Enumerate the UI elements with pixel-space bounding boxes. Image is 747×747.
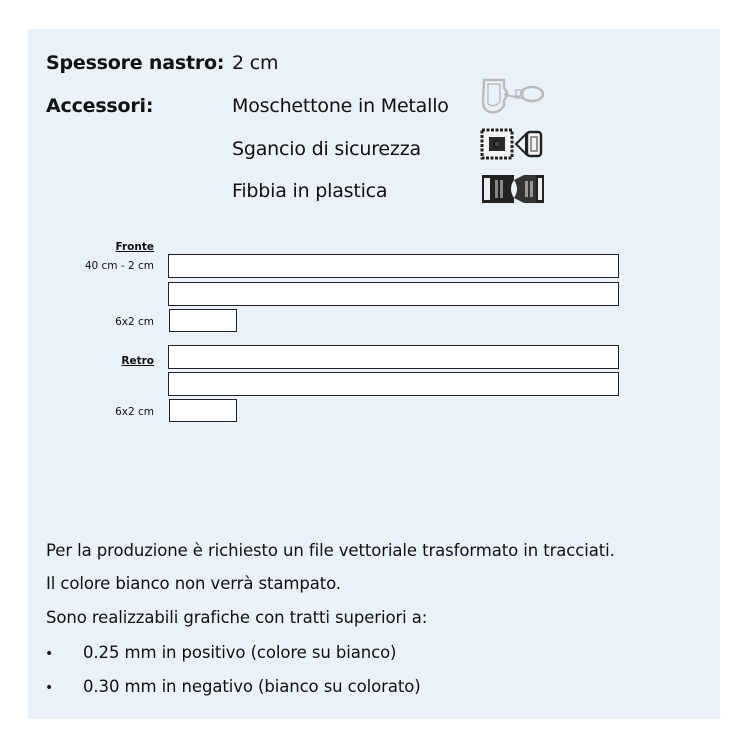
- safety-release-icon: [480, 128, 546, 160]
- accessory-safety-release-label: Sgancio di sicurezza: [232, 138, 421, 160]
- note-line-3: Sono realizzabili grafiche con tratti superiori a:: [46, 608, 428, 627]
- bullet-item: 0.25 mm in positivo (colore su bianco): [83, 643, 397, 662]
- bullet-marker: •: [45, 680, 54, 696]
- front-size-label: 40 cm - 2 cm: [84, 260, 154, 272]
- back-line-1-field[interactable]: [168, 345, 619, 369]
- back-small-field[interactable]: [169, 399, 237, 422]
- accessory-carabiner-label: Moschettone in Metallo: [232, 95, 449, 117]
- bullet-marker: •: [45, 646, 54, 662]
- bullet-item: 0.30 mm in negativo (bianco su colorato): [83, 677, 421, 696]
- thickness-label: Spessore nastro:: [46, 52, 225, 74]
- front-line-2-field[interactable]: [168, 282, 619, 306]
- plastic-buckle-icon: [480, 172, 546, 206]
- carabiner-icon: [480, 74, 548, 116]
- front-small-size-label: 6x2 cm: [115, 316, 154, 328]
- back-small-size-label: 6x2 cm: [115, 406, 154, 418]
- note-line-1: Per la produzione è richiesto un file vettoriale trasformato in tracciati.: [46, 541, 615, 560]
- note-line-2: Il colore bianco non verrà stampato.: [46, 574, 341, 593]
- accessory-buckle-label: Fibbia in plastica: [232, 180, 388, 202]
- thickness-value: 2 cm: [232, 52, 279, 74]
- back-line-2-field[interactable]: [168, 372, 619, 396]
- front-small-field[interactable]: [169, 309, 237, 332]
- front-line-1-field[interactable]: [168, 254, 619, 278]
- accessories-label: Accessori:: [46, 95, 154, 117]
- front-heading: Fronte: [115, 241, 154, 253]
- back-heading: Retro: [121, 355, 154, 367]
